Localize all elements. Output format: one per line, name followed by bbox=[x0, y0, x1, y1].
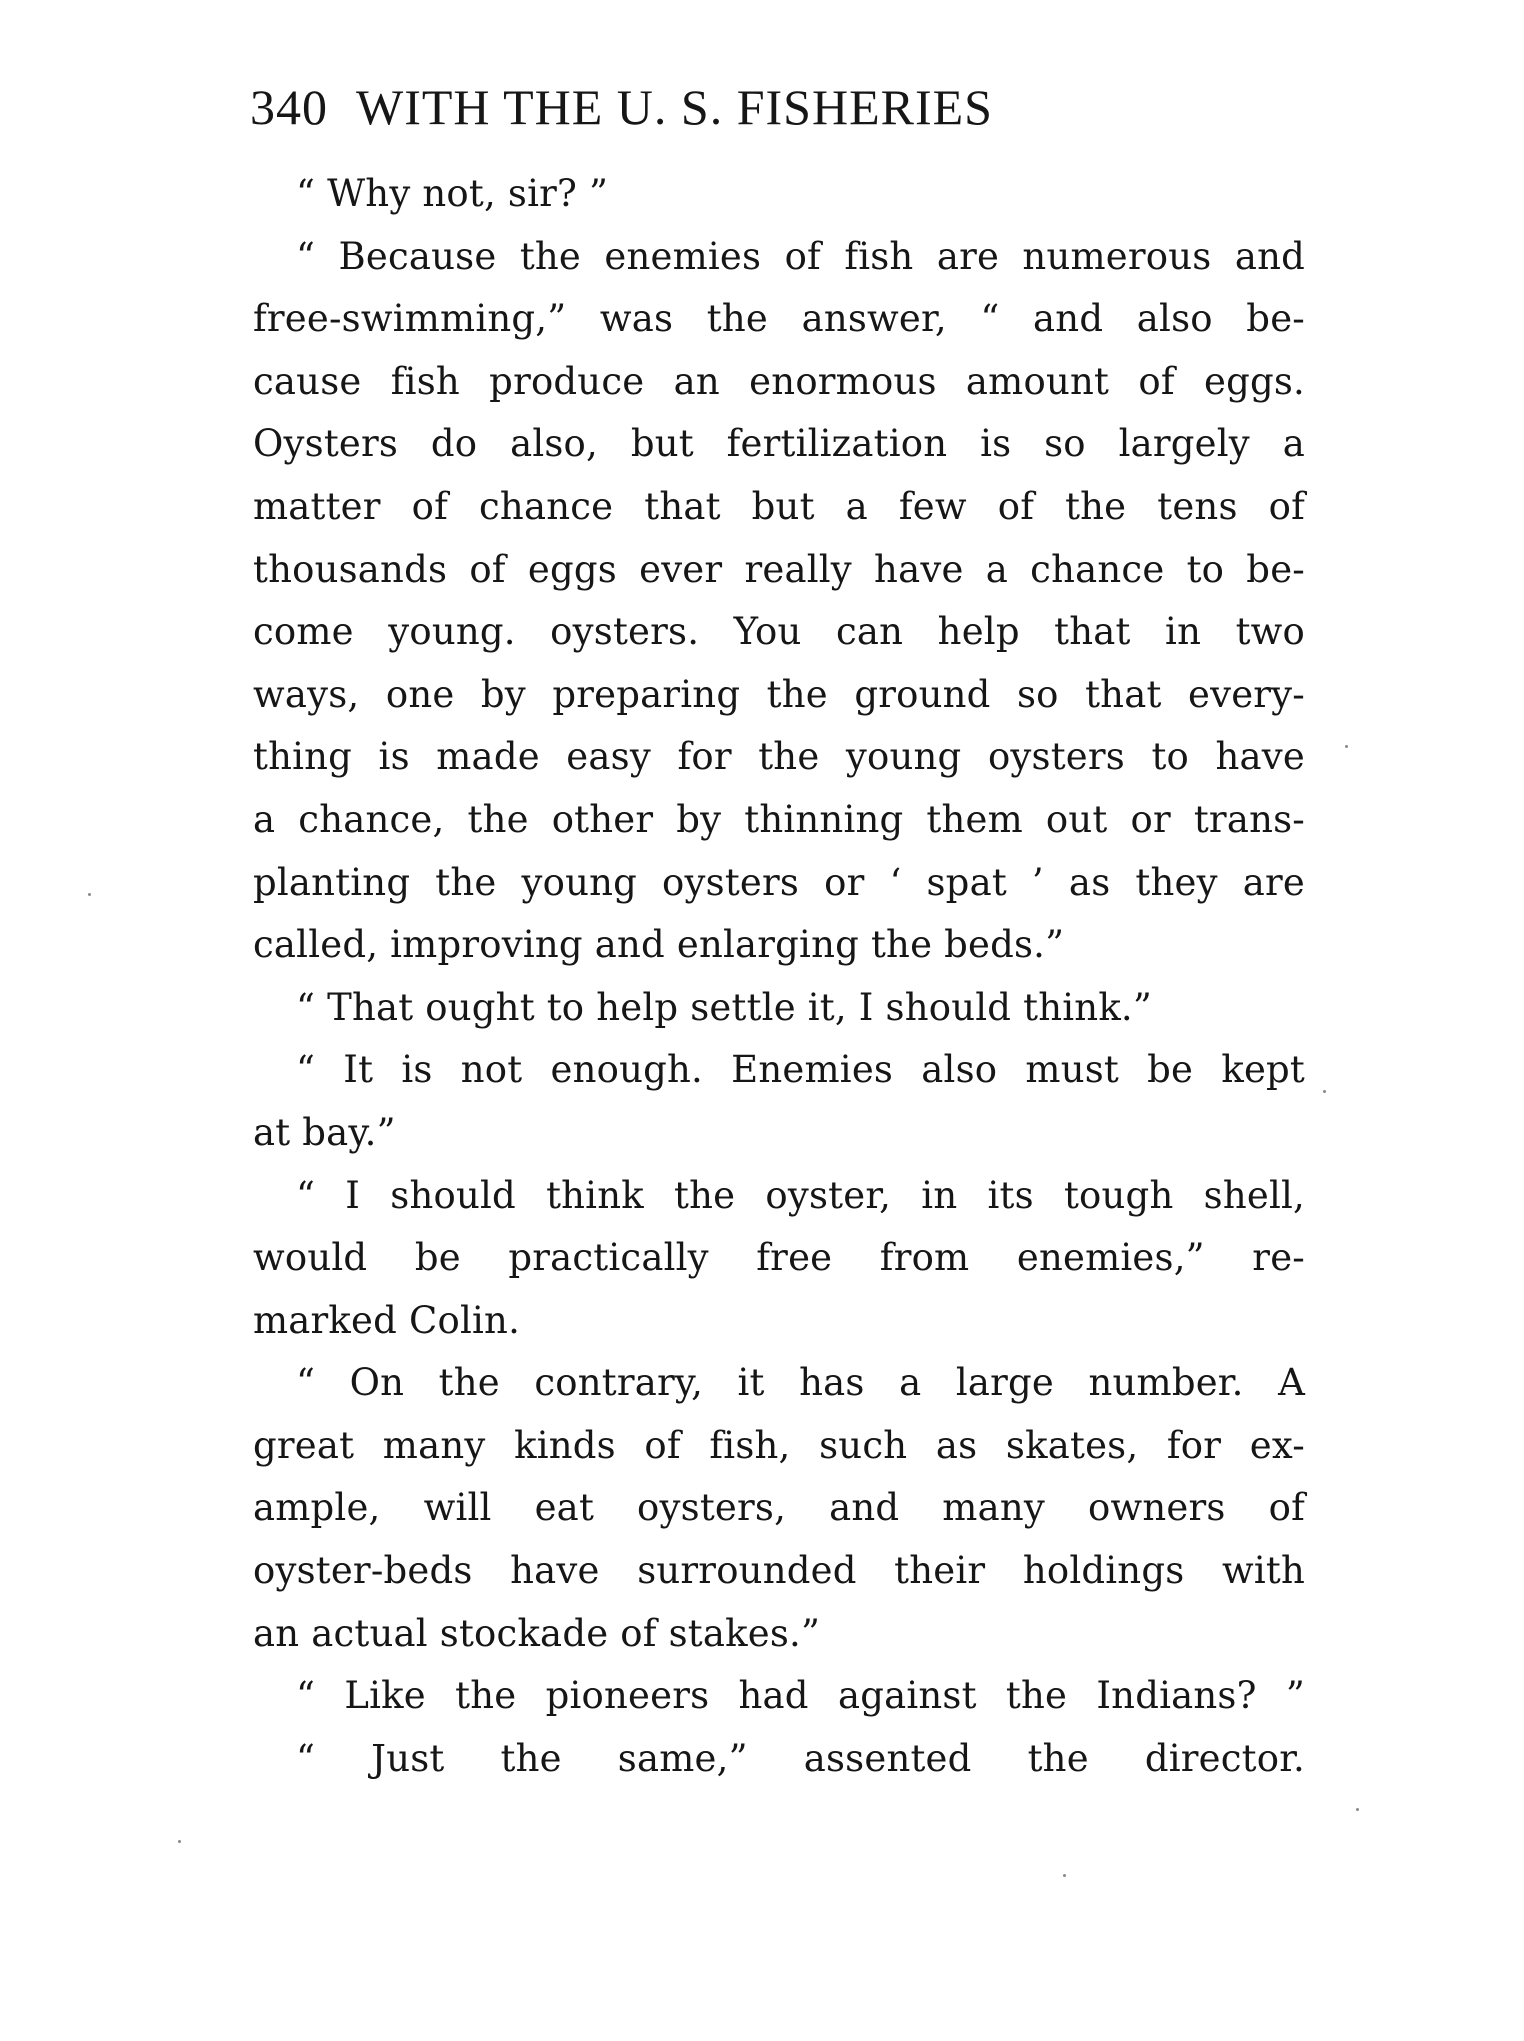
running-head bbox=[250, 72, 1310, 142]
text-line: “ On the contrary, it has a large number. A bbox=[296, 1361, 1305, 1405]
text-line: a chance, the other by thinning them out or trans- bbox=[253, 797, 1305, 841]
text-line: free-swimming,” was the answer, “ and also be- bbox=[253, 297, 1305, 341]
text-line: Oysters do also, but fertilization is so largely a bbox=[253, 422, 1305, 466]
text-line: ample, will eat oysters, and many owners of bbox=[253, 1486, 1305, 1530]
paper-speck bbox=[1345, 745, 1348, 748]
text-line: would be practically free from enemies,” re- bbox=[253, 1236, 1305, 1280]
text-line: an actual stockade of stakes.” bbox=[253, 1611, 821, 1655]
text-line: planting the young oysters or ‘ spat ’ as they are bbox=[253, 860, 1305, 904]
body-text bbox=[253, 163, 1305, 1790]
text-line: oyster-beds have surrounded their holdings with bbox=[253, 1549, 1305, 1593]
page-number: 340 bbox=[250, 79, 328, 135]
text-line: great many kinds of fish, such as skates, for ex- bbox=[253, 1423, 1305, 1467]
paper-speck bbox=[1063, 1874, 1066, 1877]
text-line: “ I should think the oyster, in its tough shell, bbox=[296, 1173, 1305, 1217]
text-line: matter of chance that but a few of the tens of bbox=[253, 484, 1305, 528]
text-line: “ Just the same,” assented the director. bbox=[296, 1736, 1305, 1780]
text-line: marked Colin. bbox=[253, 1298, 521, 1342]
text-line: come young. oysters. You can help that in two bbox=[253, 610, 1305, 654]
text-line: thousands of eggs ever really have a chance to be- bbox=[253, 547, 1305, 591]
text-line: called, improving and enlarging the beds.” bbox=[253, 923, 1065, 967]
paper-speck bbox=[1356, 1808, 1359, 1811]
paper-speck bbox=[178, 1840, 181, 1843]
text-line: at bay.” bbox=[253, 1110, 396, 1154]
running-title: WITH THE U. S. FISHERIES bbox=[356, 79, 993, 135]
paper-speck bbox=[1323, 1090, 1326, 1093]
text-line: thing is made easy for the young oysters to have bbox=[253, 735, 1305, 779]
text-line: “ Like the pioneers had against the Indians? ” bbox=[296, 1674, 1305, 1718]
text-line: “ That ought to help settle it, I should think.” bbox=[296, 985, 1153, 1029]
text-line: ways, one by preparing the ground so that every- bbox=[253, 672, 1305, 716]
text-line: “ It is not enough. Enemies also must be kept bbox=[296, 1048, 1305, 1092]
text-line: “ Because the enemies of fish are numerous and bbox=[296, 234, 1305, 278]
text-line: cause fish produce an enormous amount of eggs. bbox=[253, 359, 1305, 403]
paper-speck bbox=[88, 893, 91, 896]
text-line: “ Why not, sir? ” bbox=[296, 172, 609, 215]
